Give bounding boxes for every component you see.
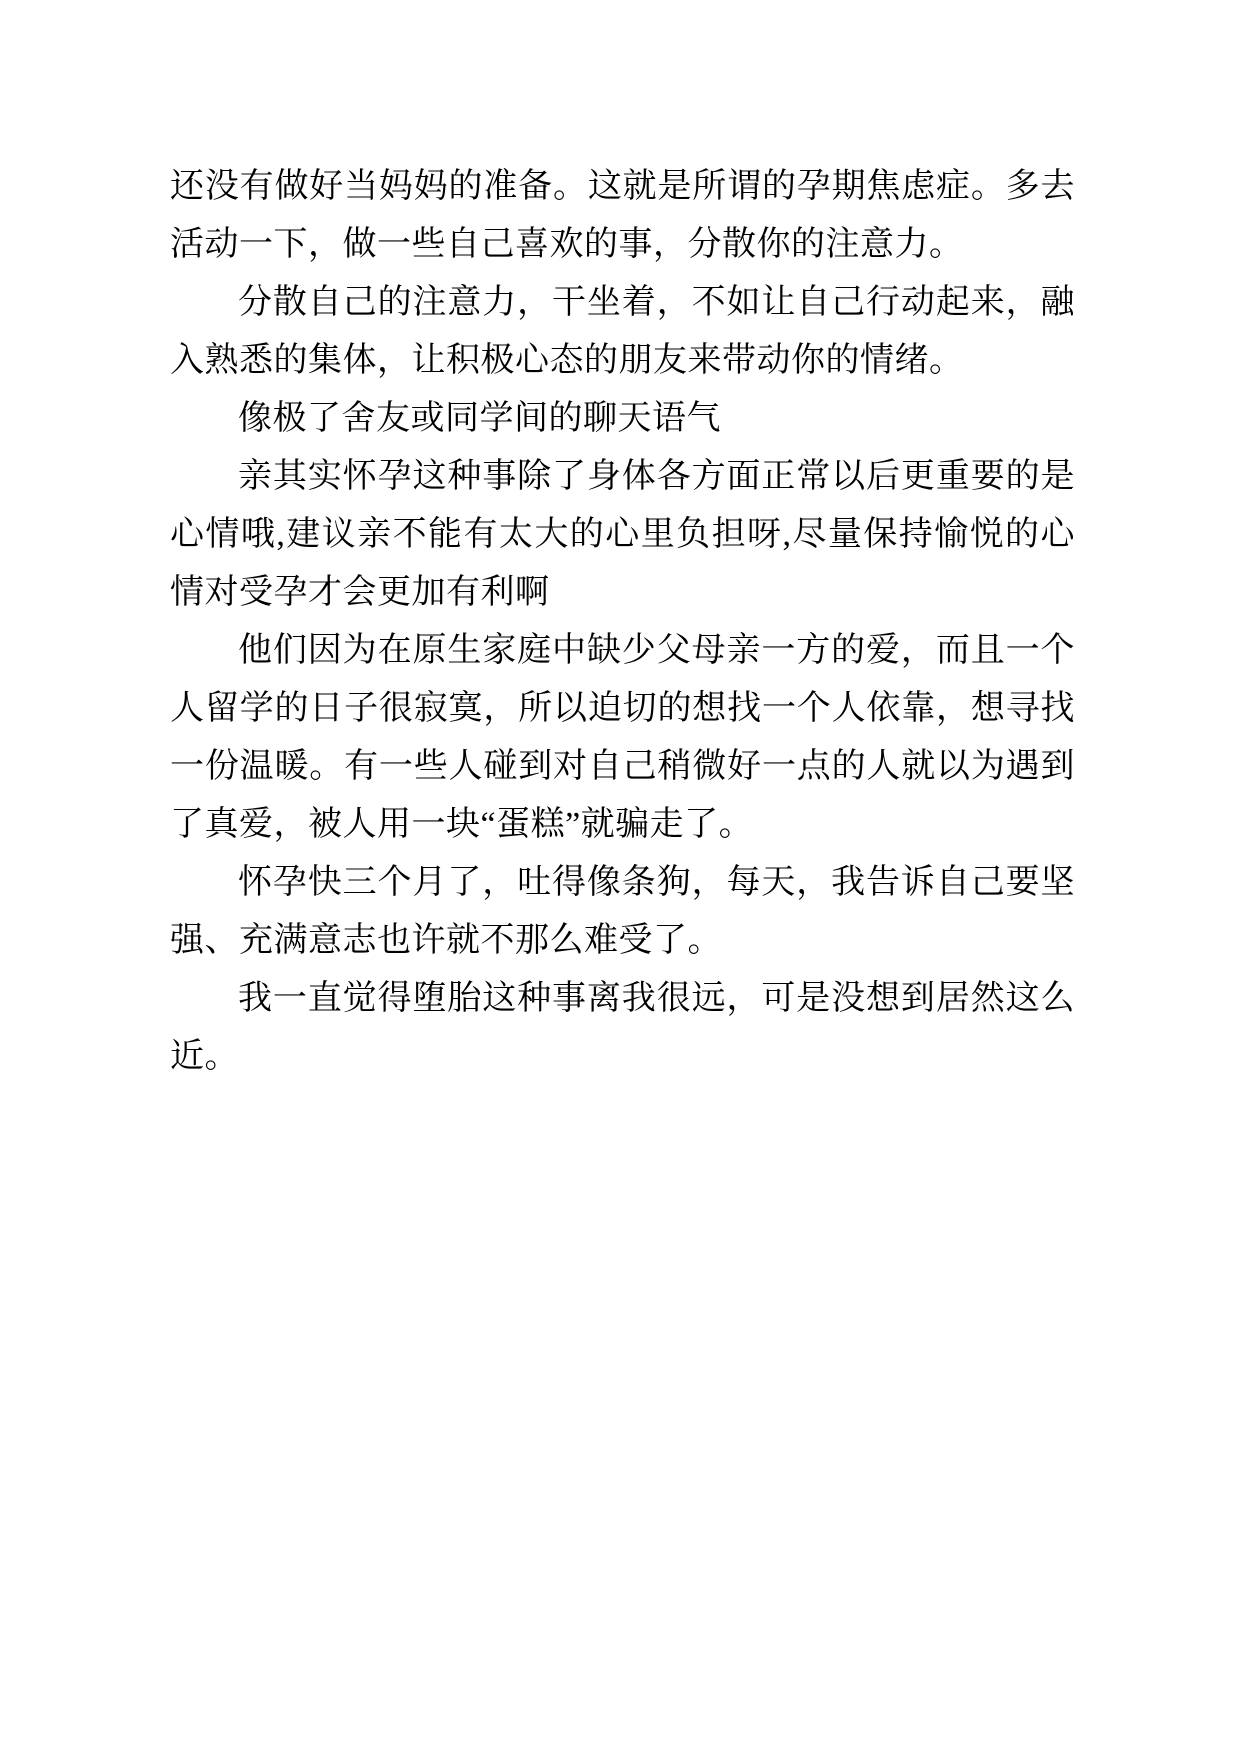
document-text-block [170,158,1075,1086]
paragraph: 还没有做好当妈妈的准备。这就是所谓的孕期焦虑症。多去活动一下，做一些自己喜欢的事，分散你的注意力。 [170,168,1075,263]
paragraph: 分散自己的注意力，干坐着，不如让自己行动起来，融入熟悉的集体，让积极心态的朋友来带动你的情绪。 [170,284,1075,379]
paragraph: 怀孕快三个月了，吐得像条狗，每天，我告诉自己要坚强、充满意志也许就不那么难受了。 [170,864,1075,959]
paragraph: 我一直觉得堕胎这种事离我很远，可是没想到居然这么近。 [170,980,1075,1075]
paragraph: 他们因为在原生家庭中缺少父母亲一方的爱，而且一个人留学的日子很寂寞，所以迫切的想找一个人依靠，想寻找一份温暖。有一些人碰到对自己稍微好一点的人就以为遇到了真爱，被人用一块“蛋糕”就骗走了。 [170,632,1075,843]
paragraph: 亲其实怀孕这种事除了身体各方面正常以后更重要的是心情哦,建议亲不能有太大的心里负担呀,尽量保持愉悦的心情对受孕才会更加有利啊 [170,458,1075,611]
paragraph: 像极了舍友或同学间的聊天语气 [238,400,721,437]
